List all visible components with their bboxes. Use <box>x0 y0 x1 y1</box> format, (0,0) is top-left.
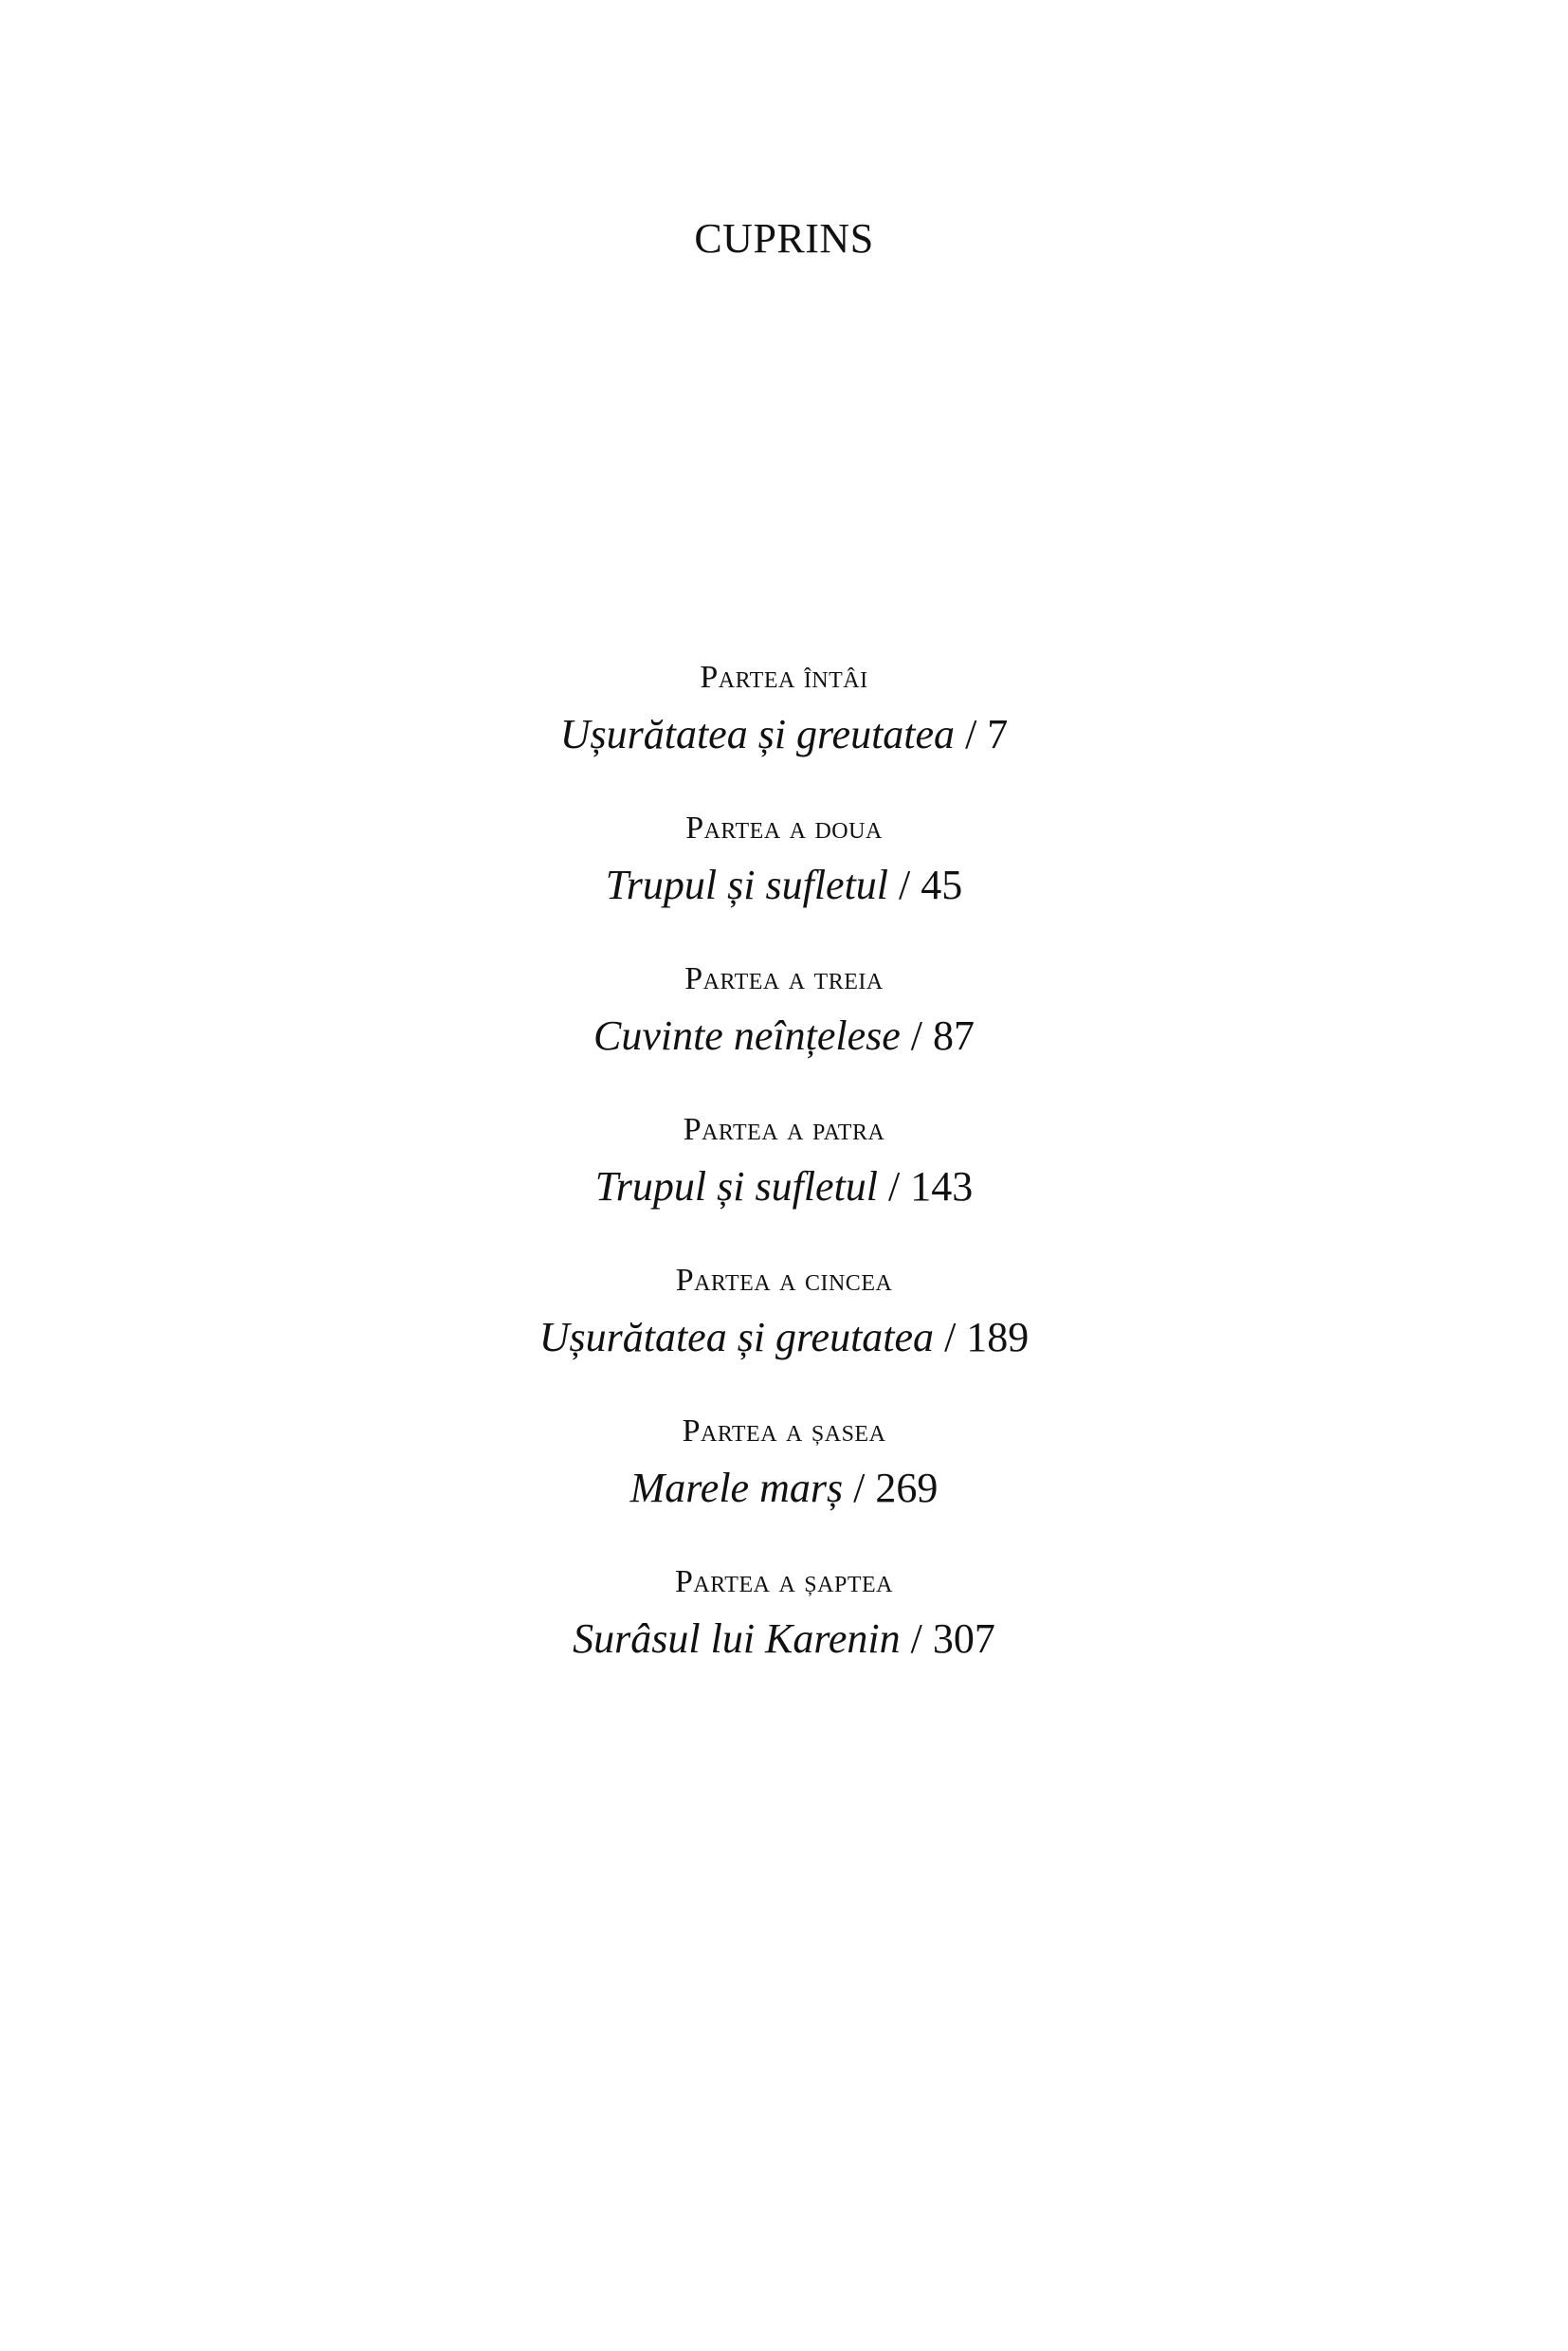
chapter-title: Trupul și sufletul <box>594 1163 879 1210</box>
chapter-page-number: / 307 <box>910 1615 995 1662</box>
chapter-page-number: / 269 <box>853 1465 939 1511</box>
chapter-page-number: / 87 <box>910 1012 975 1059</box>
toc-entry-7 <box>0 1558 1568 1709</box>
chapter-title: Ușurătatea și greutatea <box>538 1314 935 1360</box>
chapter-page-number: / 143 <box>888 1163 974 1210</box>
chapter-title: Ușurătatea și greutatea <box>559 711 956 757</box>
chapter-title: Trupul și sufletul <box>605 862 889 908</box>
chapter-line <box>0 1308 1568 1367</box>
chapter-title: Surâsul lui Karenin <box>573 1615 901 1662</box>
chapter-line <box>0 1007 1568 1066</box>
part-label: Partea a doua <box>685 811 883 846</box>
chapter-line <box>0 705 1568 764</box>
part-label: Partea a cincea <box>675 1263 893 1298</box>
chapter-page-number: / 7 <box>965 711 1009 757</box>
chapter-line <box>0 1459 1568 1518</box>
toc-entry-6 <box>0 1408 1568 1558</box>
chapter-line <box>0 1610 1568 1668</box>
toc-entry-5 <box>0 1257 1568 1408</box>
toc-entry-1 <box>0 654 1568 805</box>
page-title: CUPRINS <box>694 215 874 262</box>
chapter-page-number: / 189 <box>944 1314 1030 1360</box>
part-label: Partea întâi <box>700 660 868 695</box>
chapter-line <box>0 856 1568 915</box>
part-label: Partea a patra <box>683 1112 885 1147</box>
table-of-contents <box>0 654 1568 1709</box>
chapter-line <box>0 1157 1568 1216</box>
toc-entry-3 <box>0 956 1568 1106</box>
chapter-title: Marele marș <box>629 1465 844 1511</box>
toc-entry-2 <box>0 805 1568 956</box>
part-label: Partea a șasea <box>682 1413 886 1449</box>
chapter-title: Cuvinte neînțelese <box>593 1012 901 1059</box>
part-label: Partea a treia <box>684 961 884 996</box>
chapter-page-number: / 45 <box>899 862 963 908</box>
toc-entry-4 <box>0 1106 1568 1257</box>
part-label: Partea a șaptea <box>675 1564 893 1599</box>
